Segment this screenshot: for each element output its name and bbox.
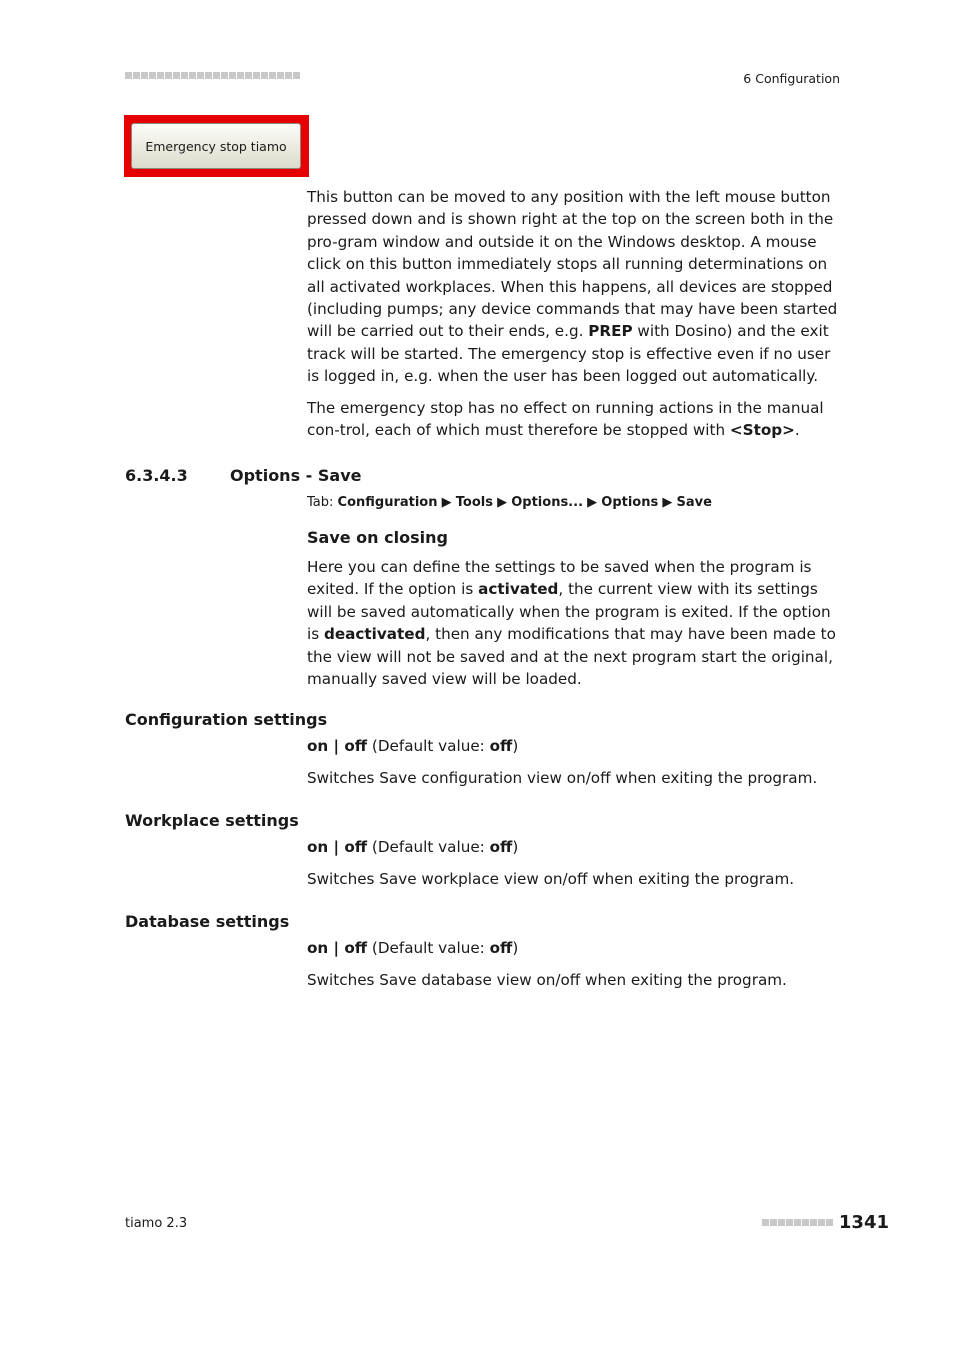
decor-square — [237, 72, 244, 79]
decor-square — [794, 1219, 801, 1226]
footer-page-block — [762, 1212, 889, 1233]
decor-square — [213, 72, 220, 79]
tab-separator-icon: ▶ — [437, 495, 456, 510]
param-values-configuration: on | off (Default value: off) — [307, 737, 519, 755]
tab-separator-icon: ▶ — [492, 495, 512, 510]
param-values-workplace: on | off (Default value: off) — [307, 838, 519, 856]
decor-square — [133, 72, 140, 79]
section-number: 6.3.4.3 — [125, 466, 188, 485]
header-decoration — [125, 72, 307, 82]
decor-square — [173, 72, 180, 79]
decor-square — [762, 1219, 769, 1226]
param-description-database: Switches Save database view on/off when exiting the program. — [307, 971, 787, 989]
decor-square — [802, 1219, 809, 1226]
tab-separator-icon: ▶ — [583, 495, 602, 510]
param-values-database: on | off (Default value: off) — [307, 939, 519, 957]
decor-square — [277, 72, 284, 79]
decor-square — [778, 1219, 785, 1226]
save-on-closing-heading: Save on closing — [307, 528, 448, 547]
decor-square — [253, 72, 260, 79]
decor-square — [189, 72, 196, 79]
decor-square — [181, 72, 188, 79]
footer-product: tiamo 2.3 — [125, 1216, 188, 1231]
header-chapter: 6 Configuration — [743, 71, 840, 86]
tab-path-1: Tools — [455, 495, 493, 510]
param-heading-configuration: Configuration settings — [125, 710, 328, 729]
tab-separator-icon: ▶ — [658, 495, 677, 510]
decor-square — [818, 1219, 825, 1226]
decor-square — [826, 1219, 833, 1226]
decor-square — [149, 72, 156, 79]
tab-path-0: Configuration — [337, 495, 438, 510]
decor-square — [157, 72, 164, 79]
decor-square — [261, 72, 268, 79]
tab-path-2: Options... — [511, 495, 584, 510]
page-number: 1341 — [838, 1212, 889, 1233]
decor-square — [125, 72, 132, 79]
decor-square — [221, 72, 228, 79]
tab-path-3: Options — [601, 495, 659, 510]
save-on-closing-text: Here you can define the settings to be saved when the program is exited. If the option is activated, the current view with its settings will be saved automatically when the program is exited. If the option is deactivated, then any modifications that may have been made to the view will not be saved and at the next program start the original, manually saved view will be loaded. — [307, 558, 836, 689]
decor-square — [229, 72, 236, 79]
intro-paragraph-1: This button can be moved to any position with the left mouse button pressed down and is shown right at the top on the screen both in the pro-gram window and outside it on the Windows desktop. A mouse click on this button immediately stops all running determinations on all activated workplaces. When this happens, all devices are stopped (including pumps; any device commands that may have been started will be carried out to their ends, e.g. PREP with Dosino) and the exit track will be started. The emergency stop is effective even if no user is logged in, e.g. when the user has been logged out automatically. — [307, 188, 838, 386]
decor-square — [165, 72, 172, 79]
decor-square — [141, 72, 148, 79]
param-description-workplace: Switches Save workplace view on/off when exiting the program. — [307, 870, 795, 888]
tab-path: Tab: Configuration ▶ Tools ▶ Options... ▶ Options ▶ Save — [307, 495, 712, 510]
decor-square — [285, 72, 292, 79]
decor-square — [269, 72, 276, 79]
param-description-configuration: Switches Save configuration view on/off when exiting the program. — [307, 769, 818, 787]
section-title: Options - Save — [230, 466, 362, 485]
decor-square — [197, 72, 204, 79]
decor-square — [293, 72, 300, 79]
param-heading-database: Database settings — [125, 912, 290, 931]
param-heading-workplace: Workplace settings — [125, 811, 299, 830]
tab-path-4: Save — [676, 495, 712, 510]
intro-paragraph-2: The emergency stop has no effect on running actions in the manual con-trol, each of which must therefore be stopped with <Stop>. — [307, 399, 824, 440]
footer-decoration — [762, 1219, 833, 1226]
decor-square — [786, 1219, 793, 1226]
decor-square — [770, 1219, 777, 1226]
decor-square — [205, 72, 212, 79]
decor-square — [810, 1219, 817, 1226]
decor-square — [245, 72, 252, 79]
emergency-stop-button[interactable] — [131, 123, 301, 169]
emergency-stop-button-label: Emergency stop tiamo — [145, 138, 287, 154]
